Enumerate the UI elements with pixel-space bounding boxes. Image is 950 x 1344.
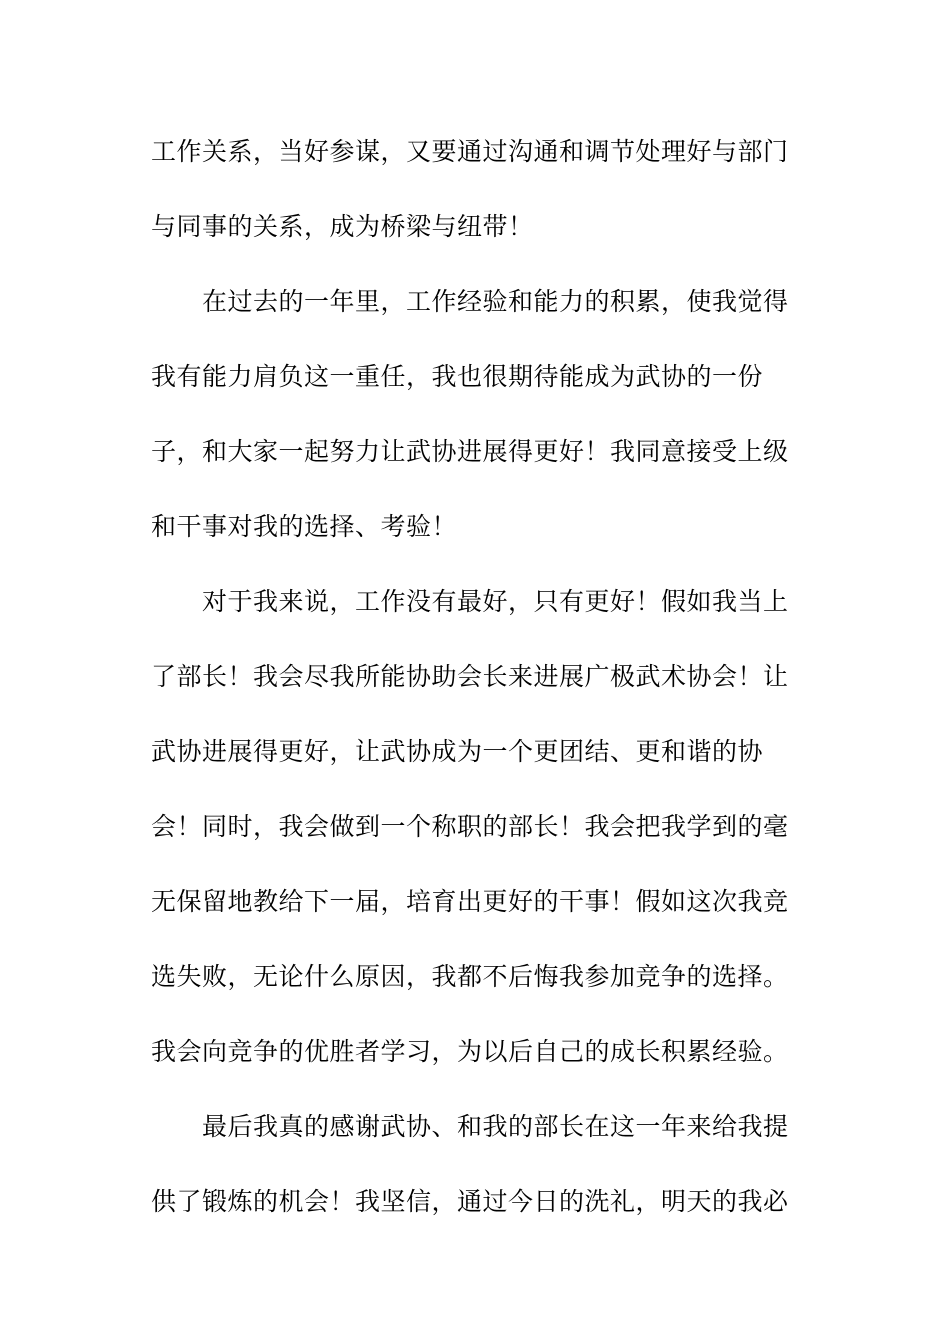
- text-line: 武协进展得更好，让武协成为一个更团结、更和谐的协: [151, 737, 764, 766]
- text-line: 在过去的一年里，工作经验和能力的积累，使我觉得: [202, 287, 789, 316]
- text-line: 了部长！我会尽我所能协助会长来进展广极武术协会！让: [151, 662, 789, 691]
- text-line: 与同事的关系，成为桥梁与纽带！: [151, 212, 534, 241]
- text-line: 选失败，无论什么原因，我都不后悔我参加竞争的选择。: [151, 962, 789, 991]
- text-line: 我会向竞争的优胜者学习，为以后自己的成长积累经验。: [151, 1037, 789, 1066]
- text-line: 供了锻炼的机会！我坚信，通过今日的洗礼，明天的我必: [151, 1187, 789, 1216]
- text-line: 对于我来说，工作没有最好，只有更好！假如我当上: [202, 587, 789, 616]
- text-line: 无保留地教给下一届，培育出更好的干事！假如这次我竞: [151, 887, 789, 916]
- document-body: [151, 123, 801, 1248]
- text-line: 和干事对我的选择、考验！: [151, 512, 458, 541]
- text-line: 子，和大家一起努力让武协进展得更好！我同意接受上级: [151, 437, 789, 466]
- text-line: 会！同时，我会做到一个称职的部长！我会把我学到的毫: [151, 812, 789, 841]
- text-line: 最后我真的感谢武协、和我的部长在这一年来给我提: [202, 1112, 789, 1141]
- text-line: 工作关系，当好参谋，又要通过沟通和调节处理好与部门: [151, 137, 789, 166]
- text-line: 我有能力肩负这一重任，我也很期待能成为武协的一份: [151, 362, 764, 391]
